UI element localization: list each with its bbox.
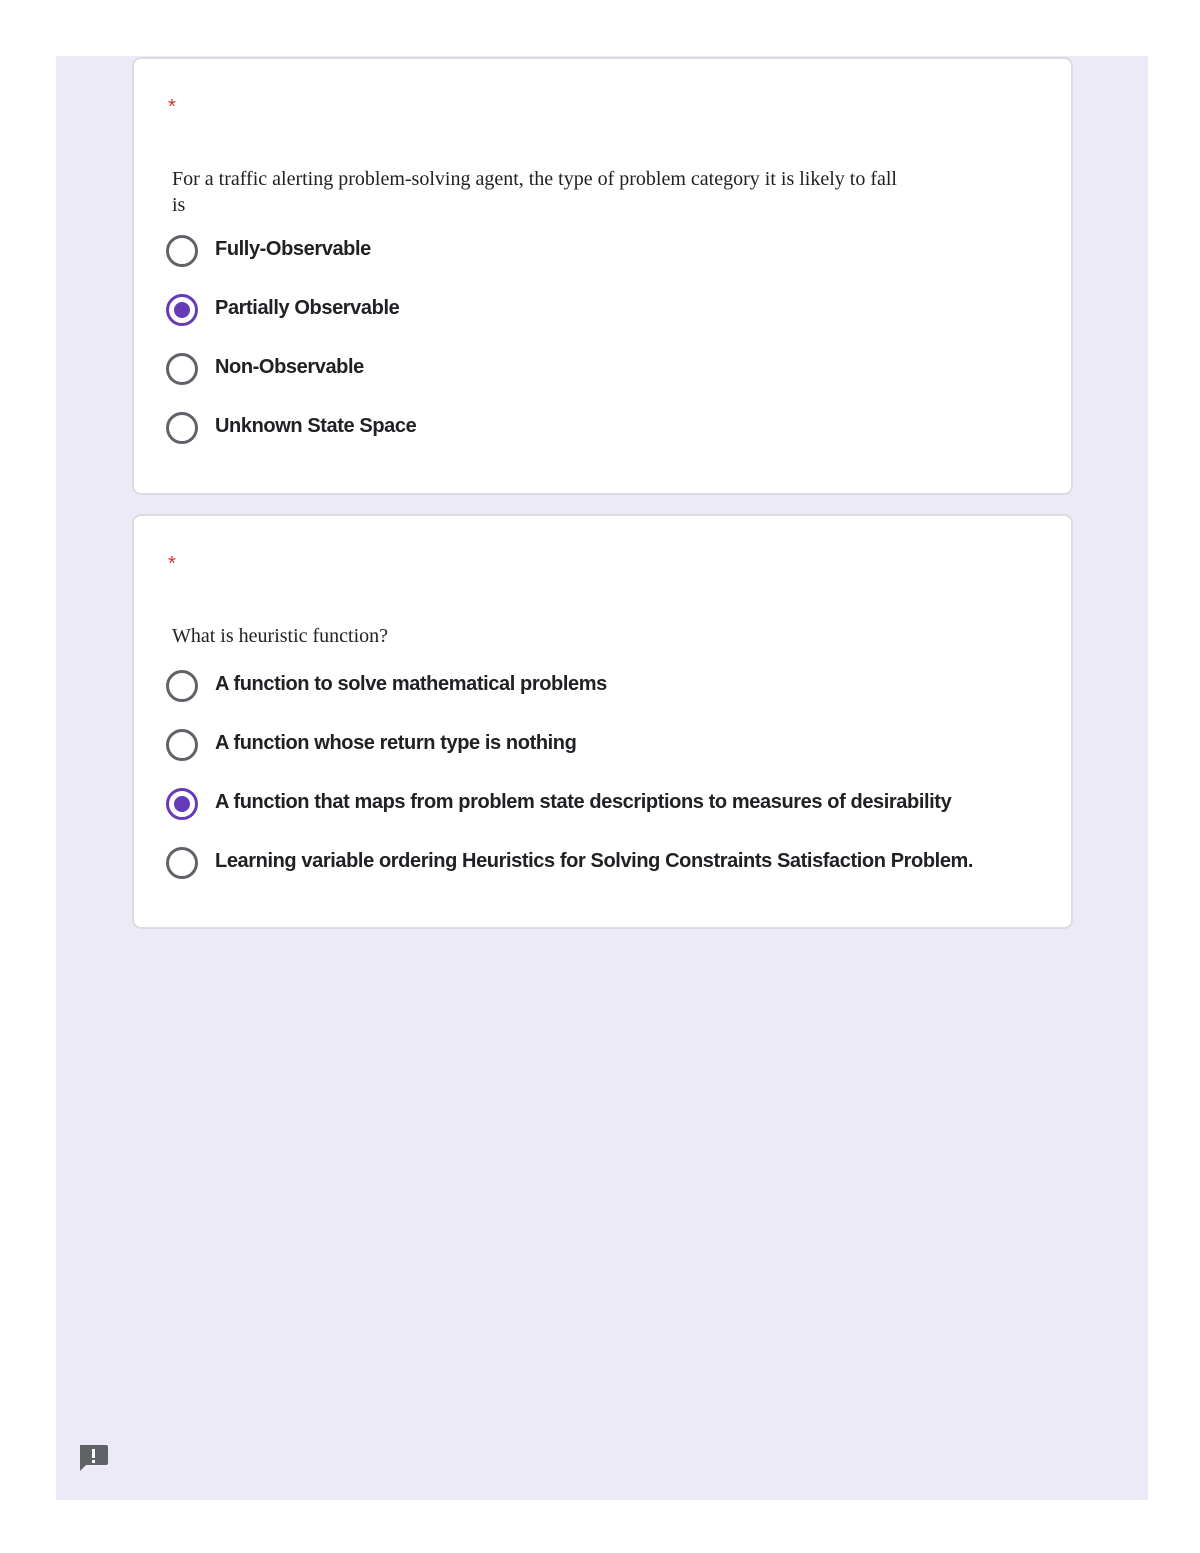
option-variable-ordering-heuristics[interactable] bbox=[166, 847, 1051, 906]
radio-button[interactable] bbox=[166, 847, 198, 879]
radio-button-selected[interactable] bbox=[166, 294, 198, 326]
option-non-observable[interactable] bbox=[166, 353, 1051, 412]
option-label: Learning variable ordering Heuristics for Solving Constraints Satisfaction Problem. bbox=[215, 850, 974, 872]
option-partially-observable[interactable] bbox=[166, 294, 1051, 353]
radio-button[interactable] bbox=[166, 412, 198, 444]
radio-button[interactable] bbox=[166, 353, 198, 385]
radio-group bbox=[166, 235, 1051, 471]
question-card-1 bbox=[132, 57, 1073, 495]
option-label: Partially Observable bbox=[215, 297, 400, 319]
question-title: What is heuristic function? bbox=[172, 625, 389, 647]
required-asterisk: * bbox=[168, 553, 176, 575]
option-fully-observable[interactable] bbox=[166, 235, 1051, 294]
option-label: Fully-Observable bbox=[215, 238, 371, 260]
option-label: A function whose return type is nothing bbox=[215, 732, 577, 754]
required-asterisk: * bbox=[168, 96, 176, 118]
option-unknown-state-space[interactable] bbox=[166, 412, 1051, 471]
option-maps-state-to-desirability[interactable] bbox=[166, 788, 1051, 847]
radio-group bbox=[166, 670, 1051, 906]
report-problem-icon[interactable] bbox=[77, 1443, 109, 1473]
radio-button[interactable] bbox=[166, 670, 198, 702]
radio-button[interactable] bbox=[166, 729, 198, 761]
option-solve-math-problems[interactable] bbox=[166, 670, 1051, 729]
radio-button[interactable] bbox=[166, 235, 198, 267]
report-problem-icon-svg bbox=[77, 1443, 109, 1473]
question-title: For a traffic alerting problem-solving agent, the type of problem category it is likely to fall is bbox=[172, 168, 897, 216]
option-label: A function that maps from problem state descriptions to measures of desirability bbox=[215, 791, 952, 813]
option-label: A function to solve mathematical problems bbox=[215, 673, 607, 695]
radio-button-selected[interactable] bbox=[166, 788, 198, 820]
option-label: Unknown State Space bbox=[215, 415, 417, 437]
option-return-type-nothing[interactable] bbox=[166, 729, 1051, 788]
question-card-2 bbox=[132, 514, 1073, 929]
option-label: Non-Observable bbox=[215, 356, 364, 378]
